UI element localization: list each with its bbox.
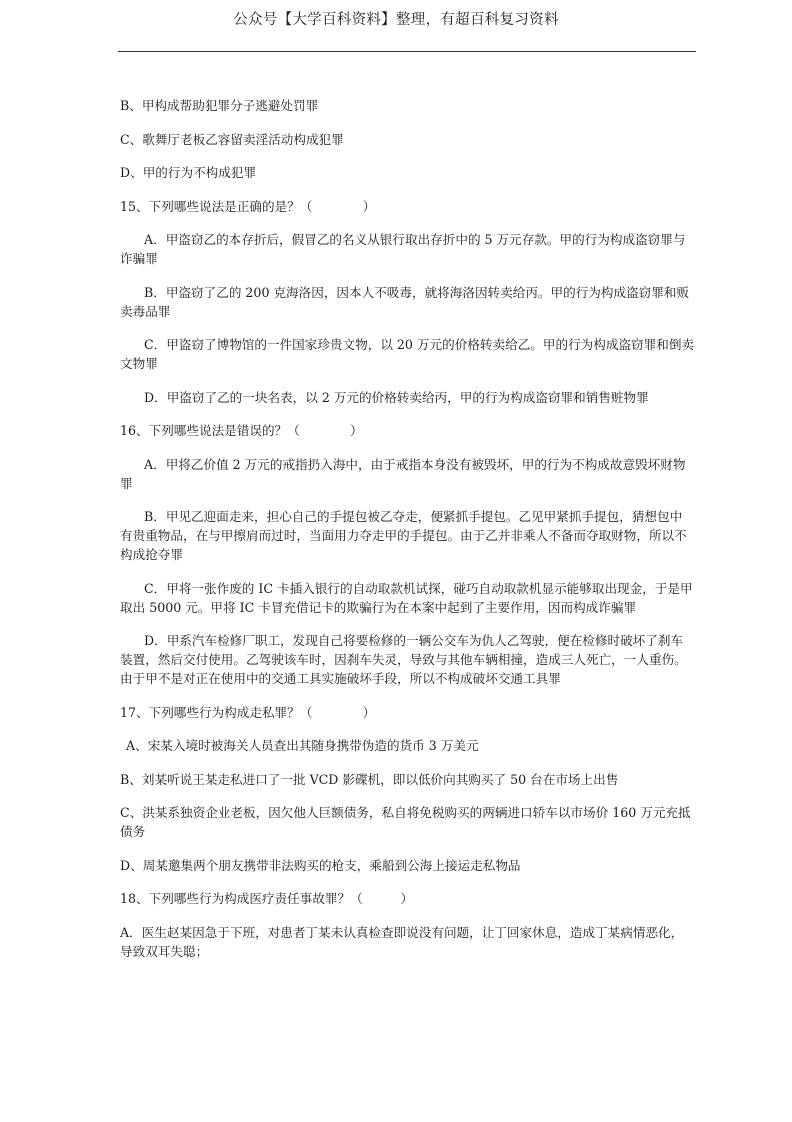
question-16: 16、下列哪些说法是错误的？（ ） xyxy=(120,423,363,438)
option-16-d: D．甲系汽车检修厂职工，发现自己将要检修的一辆公交车为仇人乙驾驶，便在检修时破坏了刹车装置，然后交付使用。乙驾驶该车时，因刹车失灵，导致与其他车辆相撞，造成三人死亡，一人重伤。由于甲不是对正在使用中的交通工具实施破坏手段，所以不构成破坏交通工具罪 xyxy=(120,633,687,686)
option-14-d: D、甲的行为不构成犯罪 xyxy=(120,165,257,180)
question-17: 17、下列哪些行为构成走私罪？（ ） xyxy=(120,704,376,720)
option-15-b: B．甲盗窃了乙的 200 克海洛因，因本人不吸毒，就将海洛因转卖给丙。甲的行为构成盗窃罪和贩卖毒品罪 xyxy=(120,284,690,319)
option-14-b: B、甲构成帮助犯罪分子逃避处罚罪 xyxy=(120,98,319,113)
option-14-c: C、歌舞厅老板乙容留卖淫活动构成犯罪 xyxy=(120,131,344,147)
option-18-a: A．医生赵某因急于下班，对患者丁某未认真检查即说没有问题，让丁回家休息，造成丁某病情恶化，导致双耳失聪； xyxy=(120,924,684,959)
question-18: 18、下列哪些行为构成医疗责任事故罪？（ ） xyxy=(120,891,414,906)
option-16-b: B．甲见乙迎面走来，担心自己的手提包被乙夺走，便紧抓手提包。乙见甲紧抓手提包，猜想包中有贵重物品，在与甲擦肩而过时，当面用力夺走甲的手提包。由于乙并非乘人不备而夺取财物，所以不构成抢夺罪 xyxy=(120,509,687,562)
option-17-c: C、洪某系独资企业老板，因欠他人巨额债务，私自将免税购买的两辆进口轿车以市场价 160 万元充抵债务 xyxy=(120,805,691,839)
option-15-d: D．甲盗窃了乙的一块名表，以 2 万元的价格转卖给丙，甲的行为构成盗窃罪和销售赃物罪 xyxy=(144,389,649,405)
option-17-d: D、周某邀集两个朋友携带非法购买的枪支，乘船到公海上接运走私物品 xyxy=(120,857,521,873)
question-15: 15、下列哪些说法是正确的是？（ ） xyxy=(120,198,376,214)
document-body xyxy=(120,96,694,975)
option-17-a: A、宋某入境时被海关人员查出其随身携带伪造的货币 3 万美元 xyxy=(126,738,479,753)
option-17-b: B、刘某听说王某走私进口了一批 VCD 影碟机，即以低价向其购买了 50 台在市场上出售 xyxy=(120,771,619,787)
option-15-c: C．甲盗窃了博物馆的一件国家珍贵文物，以 20 万元的价格转卖给乙。甲的行为构成盗窃罪和倒卖文物罪 xyxy=(120,337,695,371)
option-16-c: C．甲将一张作废的 IC 卡插入银行的自动取款机试探，碰巧自动取款机显示能够取出现金，于是甲取出 5000 元。甲将 IC 卡冒充借记卡的欺骗行为在本案中起到了主要作用，因而构成诈骗罪 xyxy=(120,580,693,615)
option-16-a: A．甲将乙价值 2 万元的戒指扔入海中，由于戒指本身没有被毁坏，甲的行为不构成故意毁坏财物罪 xyxy=(120,456,686,491)
option-15-a: A．甲盗窃乙的本存折后，假冒乙的名义从银行取出存折中的 5 万元存款。甲的行为构成盗窃罪与诈骗罪 xyxy=(120,232,686,266)
page-header: 公众号【大学百科资料】整理，有超百科复习资料 xyxy=(233,12,559,28)
header-divider xyxy=(118,51,696,52)
